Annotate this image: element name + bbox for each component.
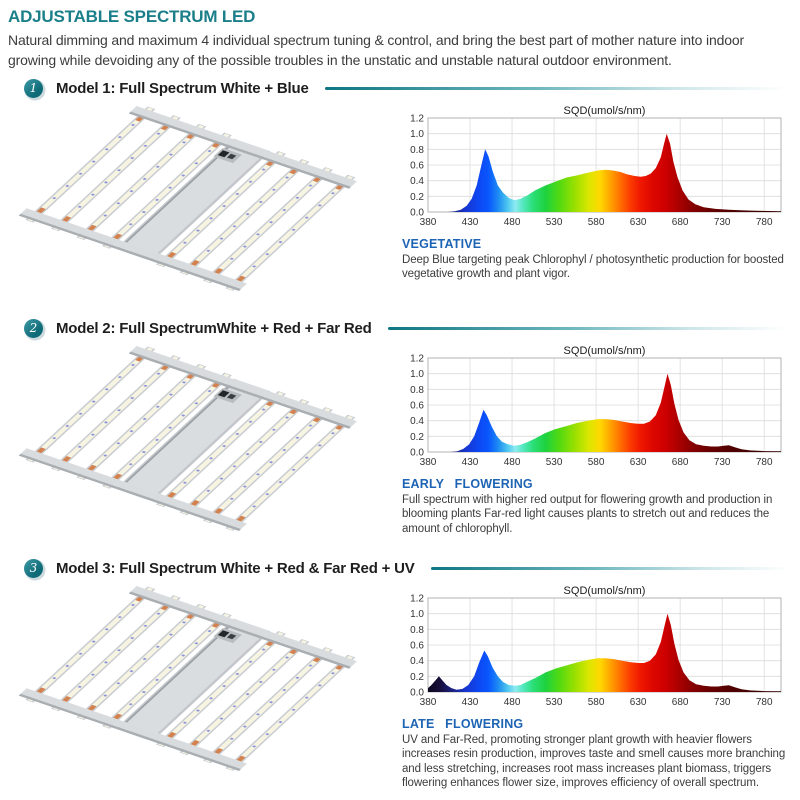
model-title: Model 2: Full SpectrumWhite + Red + Far Red (56, 319, 372, 337)
svg-text:730: 730 (713, 217, 731, 228)
svg-text:0.2: 0.2 (410, 431, 424, 443)
svg-text:0.2: 0.2 (410, 191, 424, 203)
fixture-column (0, 342, 398, 542)
model-number: 3 (29, 561, 38, 575)
svg-text:0.4: 0.4 (410, 176, 424, 188)
model-title: Model 3: Full Spectrum White + Red & Far Red + UV (56, 559, 415, 577)
svg-text:580: 580 (587, 217, 605, 228)
page-title: ADJUSTABLE SPECTRUM LED (8, 7, 256, 26)
svg-text:1.2: 1.2 (410, 353, 424, 365)
model-number-badge (24, 559, 43, 578)
fixture-column (0, 582, 398, 791)
svg-text:630: 630 (629, 697, 647, 708)
svg-text:0.6: 0.6 (410, 160, 424, 172)
svg-text:0.6: 0.6 (410, 400, 424, 412)
spectrum-area (428, 614, 781, 692)
svg-text:430: 430 (461, 457, 479, 468)
svg-text:780: 780 (755, 697, 773, 708)
svg-text:1.2: 1.2 (410, 113, 424, 125)
svg-text:430: 430 (461, 217, 479, 228)
svg-text:1.0: 1.0 (410, 129, 424, 141)
growth-stage-label: VEGETATIVE (402, 237, 482, 251)
svg-text:780: 780 (755, 457, 773, 468)
svg-text:480: 480 (503, 697, 521, 708)
section-divider-line (325, 87, 796, 90)
section-divider-line (431, 567, 796, 570)
svg-text:0.4: 0.4 (410, 656, 424, 668)
section-divider-line (388, 327, 796, 330)
fixture-column (0, 102, 398, 302)
svg-text:380: 380 (419, 457, 437, 468)
svg-text:580: 580 (587, 697, 605, 708)
chart-title: SQD(umol/s/nm) (563, 585, 646, 597)
section-body (0, 102, 800, 302)
svg-text:0.8: 0.8 (410, 144, 424, 156)
growth-stage-label: EARLY FLOWERING (402, 477, 533, 491)
model-number-badge (24, 319, 43, 338)
spectrum-area (428, 134, 781, 212)
svg-text:0.0: 0.0 (410, 207, 424, 219)
svg-text:380: 380 (419, 697, 437, 708)
svg-text:0.0: 0.0 (410, 447, 424, 459)
svg-text:480: 480 (503, 457, 521, 468)
svg-text:780: 780 (755, 217, 773, 228)
svg-text:0.2: 0.2 (410, 671, 424, 683)
section-header (0, 317, 800, 339)
model-description: Deep Blue targeting peak Chlorophyl / photosynthetic production for boosted vegetative growth and plant vigor. (402, 254, 784, 281)
svg-text:730: 730 (713, 697, 731, 708)
svg-text:680: 680 (671, 697, 689, 708)
page-header (0, 0, 800, 71)
model-number: 2 (29, 321, 38, 335)
spectrum-chart (398, 344, 786, 472)
svg-text:630: 630 (629, 457, 647, 468)
section-header (0, 77, 800, 99)
section-body (0, 582, 800, 791)
spectrum-chart (398, 104, 786, 232)
svg-text:480: 480 (503, 217, 521, 228)
svg-text:380: 380 (419, 217, 437, 228)
model-section (0, 557, 800, 791)
svg-text:580: 580 (587, 457, 605, 468)
model-number-badge (24, 79, 43, 98)
svg-text:680: 680 (671, 457, 689, 468)
svg-text:680: 680 (671, 217, 689, 228)
model-section (0, 77, 800, 302)
svg-text:0.0: 0.0 (410, 687, 424, 699)
section-body (0, 342, 800, 542)
chart-column (398, 342, 793, 542)
svg-text:530: 530 (545, 457, 563, 468)
svg-text:530: 530 (545, 217, 563, 228)
chart-title: SQD(umol/s/nm) (563, 345, 646, 357)
model-title: Model 1: Full Spectrum White + Blue (56, 79, 309, 97)
svg-text:0.4: 0.4 (410, 416, 424, 428)
model-section (0, 317, 800, 542)
svg-text:730: 730 (713, 457, 731, 468)
page-intro: Natural dimming and maximum 4 individual spectrum tuning & control, and bring the best part of mother nature into indoor growing while devoiding any of the possible troubles in the unstatic and unstable natural outdoor environment. (8, 32, 745, 69)
spectrum-area (428, 374, 781, 452)
model-description: Full spectrum with higher red output for flowering growth and production in blooming plants Far-red light causes plants to stretch out and reduces the amount of chlorophyll. (402, 494, 773, 535)
led-fixture-image (14, 102, 388, 302)
svg-text:530: 530 (545, 697, 563, 708)
svg-text:0.8: 0.8 (410, 624, 424, 636)
growth-stage-label: LATE FLOWERING (402, 717, 524, 731)
svg-text:1.2: 1.2 (410, 593, 424, 605)
svg-text:0.8: 0.8 (410, 384, 424, 396)
chart-column (398, 102, 793, 302)
svg-text:0.6: 0.6 (410, 640, 424, 652)
spectrum-chart (398, 584, 786, 712)
chart-title: SQD(umol/s/nm) (563, 105, 646, 117)
model-number: 1 (29, 81, 38, 95)
svg-text:1.0: 1.0 (410, 609, 424, 621)
svg-text:1.0: 1.0 (410, 369, 424, 381)
led-fixture-image (14, 342, 388, 542)
led-fixture-image (14, 582, 388, 782)
svg-text:430: 430 (461, 697, 479, 708)
chart-column (398, 582, 793, 791)
model-description: UV and Far-Red, promoting stronger plant growth with heavier flowers increases resin production, improves taste and smell causes more branching and less stretching, increases root mass increases plant biomass, triggers flowering enhances flower size, improves efficiency of overall spectrum. (402, 734, 786, 790)
svg-text:630: 630 (629, 217, 647, 228)
section-header (0, 557, 800, 579)
